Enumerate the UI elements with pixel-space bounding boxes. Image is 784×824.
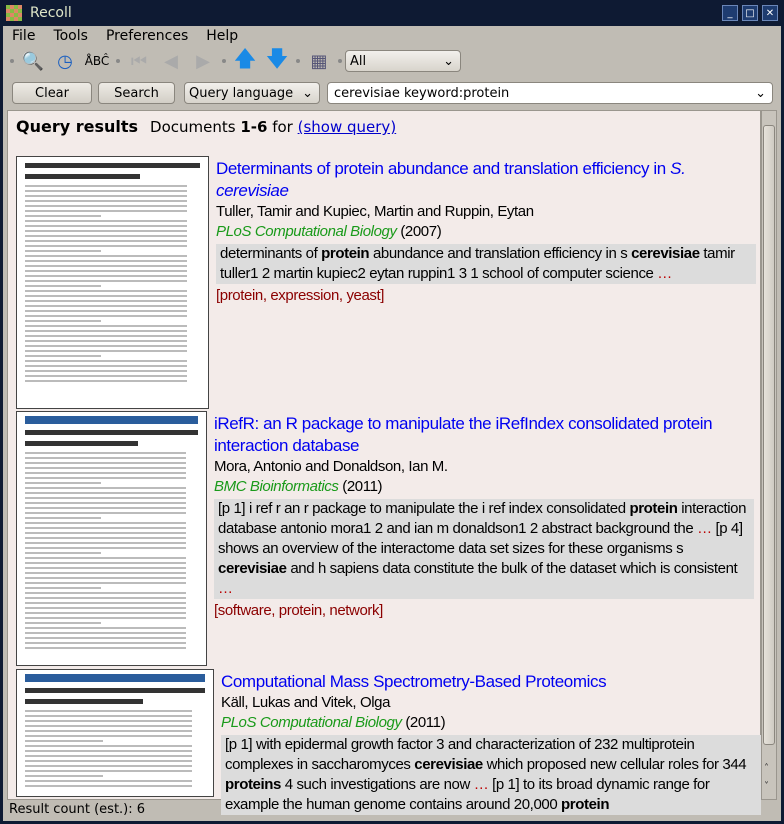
result-title: Determinants of protein abundance and translation efficiency in <box>216 159 671 178</box>
chevron-down-icon: ⌄ <box>443 53 454 69</box>
snippet-text: and h sapiens data constitute the bulk of the dataset which is consistent <box>286 560 738 577</box>
result-year: (2007) <box>396 223 442 240</box>
previous-page-icon[interactable]: ◀ <box>164 50 178 72</box>
clear-button[interactable]: Clear <box>12 82 92 104</box>
snippet-text: [p 1] i ref r an r package to manipulate the i ref index consolidated <box>218 500 630 517</box>
maximize-button[interactable]: □ <box>742 5 758 21</box>
snippet-text: determinants of <box>220 245 322 262</box>
scrollbar-thumb[interactable] <box>763 125 775 745</box>
filter-value: All <box>350 53 367 69</box>
menu-file[interactable]: File <box>12 28 36 44</box>
snippet-match: cerevisiae <box>414 756 483 773</box>
result-journal: PLoS Computational Biology <box>221 714 402 731</box>
show-query-link[interactable]: (show query) <box>297 118 397 136</box>
snippet-match: protein <box>321 245 370 262</box>
snippet-text: which proposed new cellular roles for 344 <box>482 756 747 773</box>
document-thumbnail[interactable] <box>16 669 214 797</box>
snippet-text: [p 1] with epidermal growth factor 3 and characterization of 232 multiprotein complexes in saccharomyces <box>225 736 695 773</box>
result-journal: PLoS Computational Biology <box>216 223 397 240</box>
chevron-down-icon: ⌄ <box>302 85 313 101</box>
for-label: for <box>267 118 298 136</box>
result-title-link[interactable] <box>216 158 756 202</box>
snippet-ellipsis: … <box>218 580 233 597</box>
result-year: (2011) <box>338 478 383 495</box>
title-bar <box>0 0 784 26</box>
history-clock-icon[interactable]: ◷ <box>57 50 73 72</box>
result-authors: Mora, Antonio and Donaldson, Ian M. <box>214 458 448 475</box>
result-title: iRefR: an R package to manipulate the iRefIndex consolidated protein interaction database <box>214 414 713 455</box>
result-journal: BMC Bioinformatics <box>214 478 339 495</box>
snippet-text: [p 4] shows an overview of the interactome data set sizes for these organisms s <box>218 520 743 557</box>
menu-bar <box>3 26 781 46</box>
snippet-ellipsis: … <box>657 265 672 282</box>
menu-preferences[interactable]: Preferences <box>105 28 189 44</box>
result-title-link[interactable] <box>214 413 754 457</box>
sort-up-icon[interactable]: 🡅 <box>233 47 257 72</box>
snippet-text: tamir tuller1 2 martin kupiec2 eytan ruppin1 3 1 school of computer science <box>220 245 735 282</box>
docs-range: 1-6 <box>240 118 268 136</box>
result-snippet <box>216 244 756 284</box>
result-title: Computational Mass Spectrometry-Based Proteomics <box>221 672 607 691</box>
first-page-icon[interactable]: ⏮ <box>130 50 148 72</box>
result-item <box>16 411 761 668</box>
menu-help[interactable]: Help <box>206 28 239 44</box>
sort-down-icon[interactable]: 🡇 <box>265 47 289 72</box>
result-snippet <box>221 735 761 815</box>
result-keywords: [protein, expression, yeast] <box>216 287 385 304</box>
results-header <box>16 117 396 136</box>
result-authors: Käll, Lukas and Vitek, Olga <box>221 694 391 711</box>
result-title-link[interactable] <box>221 671 761 693</box>
next-page-icon[interactable]: ▶ <box>196 50 210 72</box>
scroll-up-arrow[interactable]: ˄ <box>764 763 769 774</box>
minimize-button[interactable]: _ <box>722 5 738 21</box>
results-title: Query results <box>16 117 139 136</box>
query-preview-icon[interactable]: 🔍 <box>21 50 45 72</box>
snippet-ellipsis: … <box>697 520 716 537</box>
search-input[interactable] <box>327 82 773 104</box>
query-mode-value: Query language <box>189 85 294 101</box>
snippet-text: interaction database antonio mora1 2 and ian m donaldson1 2 abstract background the <box>218 500 747 537</box>
snippet-match: cerevisiae <box>631 245 700 262</box>
document-thumbnail[interactable] <box>16 411 207 666</box>
table-view-icon[interactable]: ▦ <box>310 50 328 72</box>
scroll-down-arrow[interactable]: ˅ <box>764 781 769 792</box>
result-year: (2011) <box>401 714 446 731</box>
close-button[interactable]: ✕ <box>762 5 778 21</box>
snippet-match: cerevisiae <box>218 560 287 577</box>
status-bar: Result count (est.): 6 <box>9 802 146 817</box>
snippet-text: abundance and translation efficiency in s <box>369 245 632 262</box>
document-thumbnail[interactable] <box>16 156 209 409</box>
snippet-text: 4 such investigations are now <box>280 776 474 793</box>
window-title: Recoll <box>30 5 72 21</box>
query-mode-select[interactable] <box>184 82 320 104</box>
result-snippet <box>214 499 754 599</box>
toolbar <box>3 46 781 76</box>
snippet-ellipsis: … <box>473 776 493 793</box>
snippet-match: protein <box>629 500 678 517</box>
snippet-match: proteins <box>225 776 281 793</box>
result-item <box>16 156 761 411</box>
filter-select[interactable] <box>345 50 461 72</box>
chevron-down-icon[interactable]: ⌄ <box>755 85 766 101</box>
spelling-abc-icon[interactable]: ÅBĈ <box>84 54 110 68</box>
search-button[interactable]: Search <box>98 82 175 104</box>
result-authors: Tuller, Tamir and Kupiec, Martin and Ruppin, Eytan <box>216 203 534 220</box>
recoll-app-icon <box>6 5 22 21</box>
menu-tools[interactable]: Tools <box>53 28 88 44</box>
docs-label: Documents <box>150 118 241 136</box>
result-keywords: [software, protein, network] <box>214 602 383 619</box>
results-scrollbar[interactable] <box>761 110 777 800</box>
search-input-value: cerevisiae keyword:protein <box>334 85 510 101</box>
snippet-text: [p 1] to its broad dynamic range for example the human genome contains around 20,000 <box>225 776 710 813</box>
snippet-match: protein <box>561 796 610 813</box>
result-title-italic: S. cerevisiae <box>216 159 686 200</box>
